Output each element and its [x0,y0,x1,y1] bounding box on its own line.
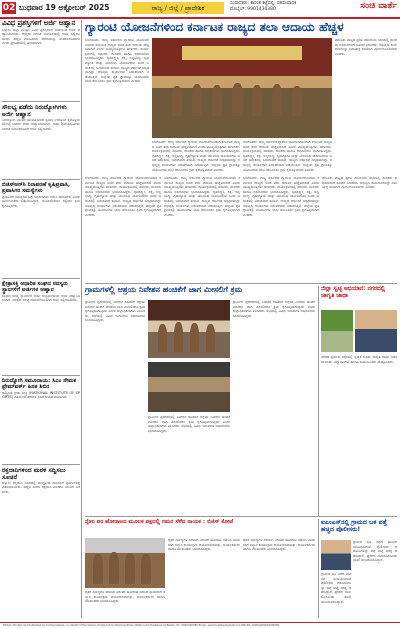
main-body-col5: ಬೆಂಗಳೂರು: ರಾಜ್ಯ ಸರ್ಕಾರದ ಗ್ಯಾರಂಟಿ ಯೋಜನೆಗಳಿಂದಾಗಿ ಕರ್ನಾಟಕ ರಾಜ್ಯದ ಜನರ ತಲಾ ಆದಾಯ ಹೆಚ್ಚಳವಾಗಿದೆ ಎಂದು ಮುಖ್ಯಮಂತ್ರಿಗಳು ಹೇಳಿದರು. ಕಾರ್ಯಕ್ರಮದಲ್ಲಿ ಸಚಿವರು, ಶಾಸಕರು ಹಾಗೂ ಅಧಿಕಾರಿಗಳು ಭಾಗವಹಿಸಿದ್ದರು. ಗೃಹಲಕ್ಷ್ಮೀ, ಶಕ್ತಿ, ಅನ್ನಭಾಗ್ಯ, ಗೃಹಜ್ಯೋತಿ ಮತ್ತು ಯುವನಿಧಿ ಯೋಜನೆಗಳು ಜನರ ಬದುಕಿನಲ್ಲಿ ಬದಲಾವಣೆ ತಂದಿವೆ. ರಾಜ್ಯದ ಆರ್ಥಿಕತೆ ಸದೃಢವಾಗಿದ್ದು ಅಭಿವೃದ್ಧಿ ಕಾರ್ಯಗಳು ನಿರಂತರವಾಗಿ ನಡೆಯುತ್ತಿವೆ. ಜಿಲ್ಲೆಯ ಪ್ರತಿ ಗ್ರಾಮಕ್ಕೂ ಯೋಜನೆಗಳ ಲಾಭ ತಲುಪಿಸಲು ಕ್ರಮ ಕೈಗೊಳ್ಳಲಾಗಿದೆ ಎಂದರು. [164,176,240,217]
main-headline: ಗ್ಯಾರಂಟಿ ಯೋಜನೆಗಳಿಂದ ಕರ್ನಾಟಕ ರಾಜ್ಯದ ತಲಾ ಆದಾಯ ಹೆಚ್ಚಳ [85,20,344,34]
left3-body: ಪ್ರವಾಸಿಗರ ಸಮಸ್ಯೆಗಳ ಬಗ್ಗೆ ಅಧಿಕಾರಿಗಳು ಗಮನ ಹರಿಸಬೇಕು ಎಂದು ಸಾರ್ವಜನಿಕರು ಒತ್ತಾಯಿಸಿದ್ದಾರೆ. ಮೂಲಸೌಕರ್ಯ ಕಲ್ಪಿಸಲು ಕ್ರಮ ಕೈಗೊಳ್ಳಬೇಕು. [2,194,80,208]
left6-body: ಬಳ್ಳಾರಿ: ರಕ್ತದಾನ ಶಿಬಿರದಲ್ಲಿ ಪಾಲ್ಗೊಂಡ ದಾನಿಗಳಿಗೆ ಪ್ರಮಾಣಪತ್ರ ವಿತರಿಸಲಾಯಿತು. ಹೆಚ್ಚಿನ ಜನರು ರಕ್ತದಾನ ಮಾಡಲು ಮುಂದೆ ಬರಬೇಕು. [2,480,80,494]
bottom-right-body-col2: ಗ್ರಾಮದ ಬಳಿ ನಡೆದ ಘಟನೆಗೆ ಸಂಬಂಧಿಸಿದಂತೆ ಪೊಲೀಸರು ಆರೋಪಿಗಳನ್ನು ಪತ್ತೆ ಹಚ್ಚಿ ವಶಕ್ಕೆ ಪಡೆದಿದ್ದಾರೆ. ಪ್ರಕರಣ ದಾಖಲಿಸಿಕೊಂಡು ತನಿಖೆ ಮುಂದುವರಿಸಿದ್ದಾರೆ. [321,572,351,604]
right-mid-headline: ಜಿಲ್ಲಾ ಸ್ವಚ್ಛ ಅಭಿಯಾನ: ನಗರದಲ್ಲಿ ಜಾಗೃತಿ ಜಾಥಾ [321,286,386,299]
left2-headline: ಸೌಲಭ್ಯ ಪಡೆದು ನಿರುದ್ಯೋಗಿಗಳು ಅರ್ಜಿ ಆಹ್ವಾನ [2,103,67,118]
main-body-col1: ಬೆಂಗಳೂರು: ರಾಜ್ಯ ಸರ್ಕಾರದ ಗ್ಯಾರಂಟಿ ಯೋಜನೆಗಳಿಂದಾಗಿ ಕರ್ನಾಟಕ ರಾಜ್ಯದ ಜನರ ತಲಾ ಆದಾಯ ಹೆಚ್ಚಳವಾಗಿದೆ ಎಂದು ಮುಖ್ಯಮಂತ್ರಿಗಳು ಹೇಳಿದರು. ಕಾರ್ಯಕ್ರಮದಲ್ಲಿ ಸಚಿವರು, ಶಾಸಕರು ಹಾಗೂ ಅಧಿಕಾರಿಗಳು ಭಾಗವಹಿಸಿದ್ದರು. ಗೃಹಲಕ್ಷ್ಮೀ, ಶಕ್ತಿ, ಅನ್ನಭಾಗ್ಯ, ಗೃಹಜ್ಯೋತಿ ಮತ್ತು ಯುವನಿಧಿ ಯೋಜನೆಗಳು ಜನರ ಬದುಕಿನಲ್ಲಿ ಬದಲಾವಣೆ ತಂದಿವೆ. ರಾಜ್ಯದ ಆರ್ಥಿಕತೆ ಸದೃಢವಾಗಿದ್ದು ಅಭಿವೃದ್ಧಿ ಕಾರ್ಯಗಳು ನಿರಂತರವಾಗಿ ನಡೆಯುತ್ತಿವೆ. ಜಿಲ್ಲೆಯ ಪ್ರತಿ ಗ್ರಾಮಕ್ಕೂ ಯೋಜನೆಗಳ ಲಾಭ ತಲುಪಿಸಲು ಕ್ರಮ ಕೈಗೊಳ್ಳಲಾಗಿದೆ ಎಂದರು. [85,38,149,84]
left2-body: ನಿರುದ್ಯೋಗಿ ಯುವಕ ಯುವತಿಯರಿಗೆ ಸ್ವಯಂ ಉದ್ಯೋಗ ಕೈಗೊಳ್ಳಲು ಸೌಲಭ್ಯ ನೀಡಲು ಅರ್ಜಿ ಆಹ್ವಾನಿಸಲಾಗಿದೆ. ಅರ್ಹ ಫಲಾನುಭವಿಗಳು ನಿಗದಿತ ದಿನಾಂಕದೊಳಗೆ ಅರ್ಜಿ ಸಲ್ಲಿಸಬೇಕು. [2,117,80,131]
mid-body-col2: ಗ್ರಾಮೀಣ ಪ್ರದೇಶಗಳಲ್ಲಿ ನಿವೇಶನ ರಹಿತರಿಗೆ ಆಶ್ರಯ ನಿವೇಶನ ಹಂಚಿಕೆ ಮಾಡಲು ಜಾಗ ಮೀಸಲಿಡಲು ಕ್ರಮ ಕೈಗೊಳ್ಳಲಾಗುವುದು ಎಂದು ಜಿಲ್ಲಾಧಿಕಾರಿಗಳು ತಿಳಿಸಿದರು. ಸಭೆಯಲ್ಲಿ ವಿವಿಧ ಇಲಾಖೆಗಳ ಅಧಿಕಾರಿಗಳು ಭಾಗವಹಿಸಿದ್ದರು. [148,415,230,433]
right-mid-photo-1 [321,310,353,352]
mid-body-col3: ಗ್ರಾಮೀಣ ಪ್ರದೇಶಗಳಲ್ಲಿ ನಿವೇಶನ ರಹಿತರಿಗೆ ಆಶ್ರಯ ನಿವೇಶನ ಹಂಚಿಕೆ ಮಾಡಲು ಜಾಗ ಮೀಸಲಿಡಲು ಕ್ರಮ ಕೈಗೊಳ್ಳಲಾಗುವುದು ಎಂದು ಜಿಲ್ಲಾಧಿಕಾರಿಗಳು ತಿಳಿಸಿದರು. ಸಭೆಯಲ್ಲಿ ವಿವಿಧ ಇಲಾಖೆಗಳ ಅಧಿಕಾರಿಗಳು ಭಾಗವಹಿಸಿದ್ದರು. [233,300,315,318]
bottom-right-body-col1: ಗ್ರಾಮದ ಬಳಿ ನಡೆದ ಘಟನೆಗೆ ಸಂಬಂಧಿಸಿದಂತೆ ಪೊಲೀಸರು ಆರೋಪಿಗಳನ್ನು ಪತ್ತೆ ಹಚ್ಚಿ ವಶಕ್ಕೆ ಪಡೆದಿದ್ದಾರೆ. ಪ್ರಕರಣ ದಾಖಲಿಸಿಕೊಂಡು ತನಿಖೆ ಮುಂದುವರಿಸಿದ್ದಾರೆ. [353,540,397,563]
mid-photo-2 [148,362,230,412]
bottom-mid-body-col1: ರೈತರ ಸಮಸ್ಯೆಗಳ ಪರವಾಗಿ ನಿರಂತರ ಹೋರಾಟ ನಡೆಸಿದ ನಾಯಕರಿಗೆ ಸನ್ಮಾನ ಕಾರ್ಯಕ್ರಮ ಆಯೋಜಿಸಲಾಗಿತ್ತು. ಕಾರ್ಯಕರ್ತರು ಹಾಗೂ ಮುಖಂಡರು ಭಾಗವಹಿಸಿದ್ದರು. [85,590,165,604]
bottom-mid-headline-box [85,519,315,535]
left4-headline: ಕ್ಷೇತ್ರಾಸಕ್ತಿ ಆಧಾರಿತ ಸಂಘದ ಸದಸ್ಯರು ಸ್ಥಾನಗಳಿಗೆ ಅರ್ಜಿಗಳ ಆಹ್ವಾನ [2,280,68,293]
left6-headline: ರಕ್ತದಾನಿಗಳಿಂದ ಮರಳಿ ಸದ್ದಿಸಲು ಸೂಚನೆ [2,466,66,481]
left1-headline: ವಿವಿಧ ಪ್ರಶಸ್ತಿಗಳಿಗೆ ಅರ್ಜಿ ಆಹ್ವಾನ [2,20,76,27]
mid-headline-box [85,286,315,298]
masthead-logo: ಸಂಚಿ ವಾರ್ತೆ [360,1,397,11]
mid-photo-1 [148,300,230,358]
section-label: ರಾಜ್ಯ / ಜಿಲ್ಲೆ / ಪ್ರಾದೇಶಿಕ [132,2,224,14]
imprint-footer: Edited, Printed and Published by K.Chandrappa, on behalf of the Owner, Printed at Sri Ramana Press, Ballari and Published at Ballari. Ph: 9901430380 Email: sanchivarthe@gmail.com RNI No: KARKAN/2019/00000 [0,622,400,629]
left-column [2,20,80,618]
main-body-col3: ಬೆಂಗಳೂರು: ರಾಜ್ಯ ಸರ್ಕಾರದ ಗ್ಯಾರಂಟಿ ಯೋಜನೆಗಳಿಂದಾಗಿ ಕರ್ನಾಟಕ ರಾಜ್ಯದ ಜನರ ತಲಾ ಆದಾಯ ಹೆಚ್ಚಳವಾಗಿದೆ ಎಂದು ಮುಖ್ಯಮಂತ್ರಿಗಳು ಹೇಳಿದರು. ಕಾರ್ಯಕ್ರಮದಲ್ಲಿ ಸಚಿವರು, ಶಾಸಕರು ಹಾಗೂ ಅಧಿಕಾರಿಗಳು ಭಾಗವಹಿಸಿದ್ದರು. ಗೃಹಲಕ್ಷ್ಮೀ, ಶಕ್ತಿ, ಅನ್ನಭಾಗ್ಯ, ಗೃಹಜ್ಯೋತಿ ಮತ್ತು ಯುವನಿಧಿ ಯೋಜನೆಗಳು ಜನರ ಬದುಕಿನಲ್ಲಿ ಬದಲಾವಣೆ ತಂದಿವೆ. ರಾಜ್ಯದ ಆರ್ಥಿಕತೆ ಸದೃಢವಾಗಿದ್ದು ಅಭಿವೃದ್ಧಿ ಕಾರ್ಯಗಳು ನಿರಂತರವಾಗಿ ನಡೆಯುತ್ತಿವೆ. ಜಿಲ್ಲೆಯ ಪ್ರತಿ ಗ್ರಾಮಕ್ಕೂ ಯೋಜನೆಗಳ ಲಾಭ ತಲುಪಿಸಲು ಕ್ರಮ ಕೈಗೊಳ್ಳಲಾಗಿದೆ ಎಂದರು. [243,140,332,172]
left5-body: ರಾಷ್ಟ್ರೀಯ ಕ್ರೀಡಾ ಸಂಸ್ಥೆ (NATIONAL INSTITUTE OF SPORTS) ವತಿಯಿಂದ ತರಬೇತಿ ಶಿಬಿರ ಆಯೋಜಿಸಲಾಗಿದೆ. [2,390,80,400]
bottom-right-headline-box [321,519,397,537]
column-divider-right [318,286,319,516]
editor-line-1: ಸಂಪಾದಕರು: ಕಾರಂತ ಕಟ್ಟೆಪಲ್ಲಿ, ಸಹಸಂಪಾದಕ [230,1,297,6]
bottom-mid-body-col2: ರೈತರ ಸಮಸ್ಯೆಗಳ ಪರವಾಗಿ ನಿರಂತರ ಹೋರಾಟ ನಡೆಸಿದ ನಾಯಕರಿಗೆ ಸನ್ಮಾನ ಕಾರ್ಯಕ್ರಮ ಆಯೋಜಿಸಲಾಗಿತ್ತು. ಕಾರ್ಯಕರ್ತರು ಹಾಗೂ ಮುಖಂಡರು ಭಾಗವಹಿಸಿದ್ದರು. [168,538,240,552]
bottom-right-headline: ಐಎಂಎಸ್‌ನಲ್ಲಿ ಗ್ರಾಮದ ಬಳಿ ಪತ್ತೆ ಹಚ್ಚಿದ ಪೊಲೀಸರು! [321,519,387,533]
left1-body: ಬಳ್ಳಾರಿ: ಜಿಲ್ಲಾ ಮಟ್ಟದ ವಿವಿಧ ಪ್ರಶಸ್ತಿಗಳಿಗೆ ಅರ್ಹರಿಂದ ಅರ್ಜಿ ಆಹ್ವಾನಿಸಲಾಗಿದೆ. ಆಸಕ್ತರು ನಿಗದಿತ ನಮೂನೆಯಲ್ಲಿ ಅರ್ಜಿ ಸಲ್ಲಿಸಬಹುದು. ಹೆಚ್ಚಿನ ಮಾಹಿತಿಗಾಗಿ ಕಚೇರಿಯನ್ನು ಸಂಪರ್ಕಿಸಬಹುದು ಎಂದು ಪ್ರಕಟಣೆಯಲ್ಲಿ ತಿಳಿಸಲಾಗಿದೆ. [2,27,80,46]
section-divider-2 [85,516,397,517]
right-mid-body: ನಗರದ ಪ್ರಮುಖ ರಸ್ತೆಗಳಲ್ಲಿ ಸ್ವಚ್ಛತೆ ಕುರಿತು ಜಾಗೃತಿ ಜಾಥಾ ನಡೆಸಲಾಯಿತು. ವಿದ್ಯಾರ್ಥಿಗಳು ಹಾಗೂ ಸಾರ್ವಜನಿಕರು ಪಾಲ್ಗೊಂಡರು. [321,355,397,364]
column-divider-bottom [318,519,319,618]
bottom-mid-photo [85,538,165,588]
bottom-mid-body-col3: ರೈತರ ಸಮಸ್ಯೆಗಳ ಪರವಾಗಿ ನಿರಂತರ ಹೋರಾಟ ನಡೆಸಿದ ನಾಯಕರಿಗೆ ಸನ್ಮಾನ ಕಾರ್ಯಕ್ರಮ ಆಯೋಜಿಸಲಾಗಿತ್ತು. ಕಾರ್ಯಕರ್ತರು ಹಾಗೂ ಮುಖಂಡರು ಭಾಗವಹಿಸಿದ್ದರು. [243,538,315,552]
left4-body: ಸಂಘದ ಸದಸ್ಯ ಸ್ಥಾನಗಳಿಗೆ ಅರ್ಹ ಅಭ್ಯರ್ಥಿಗಳಿಂದ ಅರ್ಜಿ ಆಹ್ವಾನಿಸಲಾಗಿದೆ. ಆಸಕ್ತರು ಅಗತ್ಯ ದಾಖಲೆಗಳೊಂದಿಗೆ ಅರ್ಜಿ ಸಲ್ಲಿಸಬಹುದು. [2,293,80,303]
editor-info [230,1,296,13]
editor-line-2: ಮೊಬೈಲ್: 9901430380 [230,7,276,12]
issue-date: ಬುಧವಾರ 19 ಅಕ್ಟೋಬರ್ 2025 [19,3,110,12]
bottom-right-photo [321,540,351,570]
left3-headline: ಬಿಜಿಸ್ಆರ್‌ಸಿ ನಿರಾಪರಣೆ ಕೃಷಿಪ್ರವಾಸಿ, ಪ್ರವಾಸಿಗರ ಸಮಸ್ಯೆಗಳು [2,181,71,194]
main-body-col4: ಬೆಂಗಳೂರು: ರಾಜ್ಯ ಸರ್ಕಾರದ ಗ್ಯಾರಂಟಿ ಯೋಜನೆಗಳಿಂದಾಗಿ ಕರ್ನಾಟಕ ರಾಜ್ಯದ ಜನರ ತಲಾ ಆದಾಯ ಹೆಚ್ಚಳವಾಗಿದೆ ಎಂದು ಮುಖ್ಯಮಂತ್ರಿಗಳು ಹೇಳಿದರು. ಕಾರ್ಯಕ್ರಮದಲ್ಲಿ ಸಚಿವರು, ಶಾಸಕರು ಹಾಗೂ ಅಧಿಕಾರಿಗಳು ಭಾಗವಹಿಸಿದ್ದರು. ಗೃಹಲಕ್ಷ್ಮೀ, ಶಕ್ತಿ, ಅನ್ನಭಾಗ್ಯ, ಗೃಹಜ್ಯೋತಿ ಮತ್ತು ಯುವನಿಧಿ ಯೋಜನೆಗಳು ಜನರ ಬದುಕಿನಲ್ಲಿ ಬದಲಾವಣೆ ತಂದಿವೆ. ರಾಜ್ಯದ ಆರ್ಥಿಕತೆ ಸದೃಢವಾಗಿದ್ದು ಅಭಿವೃದ್ಧಿ ಕಾರ್ಯಗಳು ನಿರಂತರವಾಗಿ ನಡೆಯುತ್ತಿವೆ. ಜಿಲ್ಲೆಯ ಪ್ರತಿ ಗ್ರಾಮಕ್ಕೂ ಯೋಜನೆಗಳ ಲಾಭ ತಲುಪಿಸಲು ಕ್ರಮ ಕೈಗೊಳ್ಳಲಾಗಿದೆ ಎಂದರು. [85,176,161,217]
section-divider-1 [85,283,397,284]
main-body-col6: ಬೆಂಗಳೂರು: ರಾಜ್ಯ ಸರ್ಕಾರದ ಗ್ಯಾರಂಟಿ ಯೋಜನೆಗಳಿಂದಾಗಿ ಕರ್ನಾಟಕ ರಾಜ್ಯದ ಜನರ ತಲಾ ಆದಾಯ ಹೆಚ್ಚಳವಾಗಿದೆ ಎಂದು ಮುಖ್ಯಮಂತ್ರಿಗಳು ಹೇಳಿದರು. ಕಾರ್ಯಕ್ರಮದಲ್ಲಿ ಸಚಿವರು, ಶಾಸಕರು ಹಾಗೂ ಅಧಿಕಾರಿಗಳು ಭಾಗವಹಿಸಿದ್ದರು. ಗೃಹಲಕ್ಷ್ಮೀ, ಶಕ್ತಿ, ಅನ್ನಭಾಗ್ಯ, ಗೃಹಜ್ಯೋತಿ ಮತ್ತು ಯುವನಿಧಿ ಯೋಜನೆಗಳು ಜನರ ಬದುಕಿನಲ್ಲಿ ಬದಲಾವಣೆ ತಂದಿವೆ. ರಾಜ್ಯದ ಆರ್ಥಿಕತೆ ಸದೃಢವಾಗಿದ್ದು ಅಭಿವೃದ್ಧಿ ಕಾರ್ಯಗಳು ನಿರಂತರವಾಗಿ ನಡೆಯುತ್ತಿವೆ. ಜಿಲ್ಲೆಯ ಪ್ರತಿ ಗ್ರಾಮಕ್ಕೂ ಯೋಜನೆಗಳ ಲಾಭ ತಲುಪಿಸಲು ಕ್ರಮ ಕೈಗೊಳ್ಳಲಾಗಿದೆ ಎಂದರು. [243,176,319,217]
right-mid-headline-box [321,286,397,308]
mid-body-col1: ಗ್ರಾಮೀಣ ಪ್ರದೇಶಗಳಲ್ಲಿ ನಿವೇಶನ ರಹಿತರಿಗೆ ಆಶ್ರಯ ನಿವೇಶನ ಹಂಚಿಕೆ ಮಾಡಲು ಜಾಗ ಮೀಸಲಿಡಲು ಕ್ರಮ ಕೈಗೊಳ್ಳಲಾಗುವುದು ಎಂದು ಜಿಲ್ಲಾಧಿಕಾರಿಗಳು ತಿಳಿಸಿದರು. ಸಭೆಯಲ್ಲಿ ವಿವಿಧ ಇಲಾಖೆಗಳ ಅಧಿಕಾರಿಗಳು ಭಾಗವಹಿಸಿದ್ದರು. [85,300,145,323]
main-photo [152,38,332,138]
main-body-col7: ತಾಲೂಕು ಮಟ್ಟದ ಪ್ರಗತಿ ಪರಿಶೀಲನಾ ಸಭೆಯಲ್ಲಿ ಶಾಸಕರು ಅಧಿಕಾರಿಗಳಿಗೆ ಸೂಚನೆ ನೀಡಿದರು. ಅಭಿವೃದ್ಧಿ ಕಾಮಗಾರಿಗಳನ್ನು ಸಮಯಕ್ಕೆ ಸರಿಯಾಗಿ ಪೂರ್ಣಗೊಳಿಸಬೇಕು ಎಂದರು. [322,176,397,190]
page-number: 02 [2,3,16,13]
left5-headline: ನಿರುದ್ಯೋಗಿ ಸಮೂದಾಯ: ಸಿಎಂ ನೇಮಕ ಫ್ರೇಮ್‌ವರ್ಕ್ ಹಿನತ ಶಿಬಿರ [2,377,77,390]
main-body-col2: ಬೆಂಗಳೂರು: ರಾಜ್ಯ ಸರ್ಕಾರದ ಗ್ಯಾರಂಟಿ ಯೋಜನೆಗಳಿಂದಾಗಿ ಕರ್ನಾಟಕ ರಾಜ್ಯದ ಜನರ ತಲಾ ಆದಾಯ ಹೆಚ್ಚಳವಾಗಿದೆ ಎಂದು ಮುಖ್ಯಮಂತ್ರಿಗಳು ಹೇಳಿದರು. ಕಾರ್ಯಕ್ರಮದಲ್ಲಿ ಸಚಿವರು, ಶಾಸಕರು ಹಾಗೂ ಅಧಿಕಾರಿಗಳು ಭಾಗವಹಿಸಿದ್ದರು. ಗೃಹಲಕ್ಷ್ಮೀ, ಶಕ್ತಿ, ಅನ್ನಭಾಗ್ಯ, ಗೃಹಜ್ಯೋತಿ ಮತ್ತು ಯುವನಿಧಿ ಯೋಜನೆಗಳು ಜನರ ಬದುಕಿನಲ್ಲಿ ಬದಲಾವಣೆ ತಂದಿವೆ. ರಾಜ್ಯದ ಆರ್ಥಿಕತೆ ಸದೃಢವಾಗಿದ್ದು ಅಭಿವೃದ್ಧಿ ಕಾರ್ಯಗಳು ನಿರಂತರವಾಗಿ ನಡೆಯುತ್ತಿವೆ. ಜಿಲ್ಲೆಯ ಪ್ರತಿ ಗ್ರಾಮಕ್ಕೂ ಯೋಜನೆಗಳ ಲಾಭ ತಲುಪಿಸಲು ಕ್ರಮ ಕೈಗೊಳ್ಳಲಾಗಿದೆ ಎಂದರು. [152,140,240,172]
header-bar [0,0,400,19]
mid-headline: ಗ್ರಾಮಗಳಲ್ಲಿ ಆಶ್ರಯ ನಿವೇಶನ ಹಂಚಿಕೆಗೆ ಜಾಗ ಮೀಸಲಿಗೆ ಕ್ರಮ [85,286,243,294]
bottom-mid-headline: ರೈತರ ಪರ ಹೋರಾಟದ ಮೂಲಕ ಪಕ್ಷದಲ್ಲಿ ಗಮನ ಸೆಳೆದ ನಾಯಕ : ಬಿಜಿಸ್‌ ಕೋಟೆ [85,519,234,525]
main-body-col-right: ತಾಲೂಕು ಮಟ್ಟದ ಪ್ರಗತಿ ಪರಿಶೀಲನಾ ಸಭೆಯಲ್ಲಿ ಶಾಸಕರು ಅಧಿಕಾರಿಗಳಿಗೆ ಸೂಚನೆ ನೀಡಿದರು. ಅಭಿವೃದ್ಧಿ ಕಾಮಗಾರಿಗಳನ್ನು ಸಮಯಕ್ಕೆ ಸರಿಯಾಗಿ ಪೂರ್ಣಗೊಳಿಸಬೇಕು ಎಂದರು. [335,38,397,56]
right-mid-photo-2 [355,310,397,352]
column-divider [81,20,82,618]
